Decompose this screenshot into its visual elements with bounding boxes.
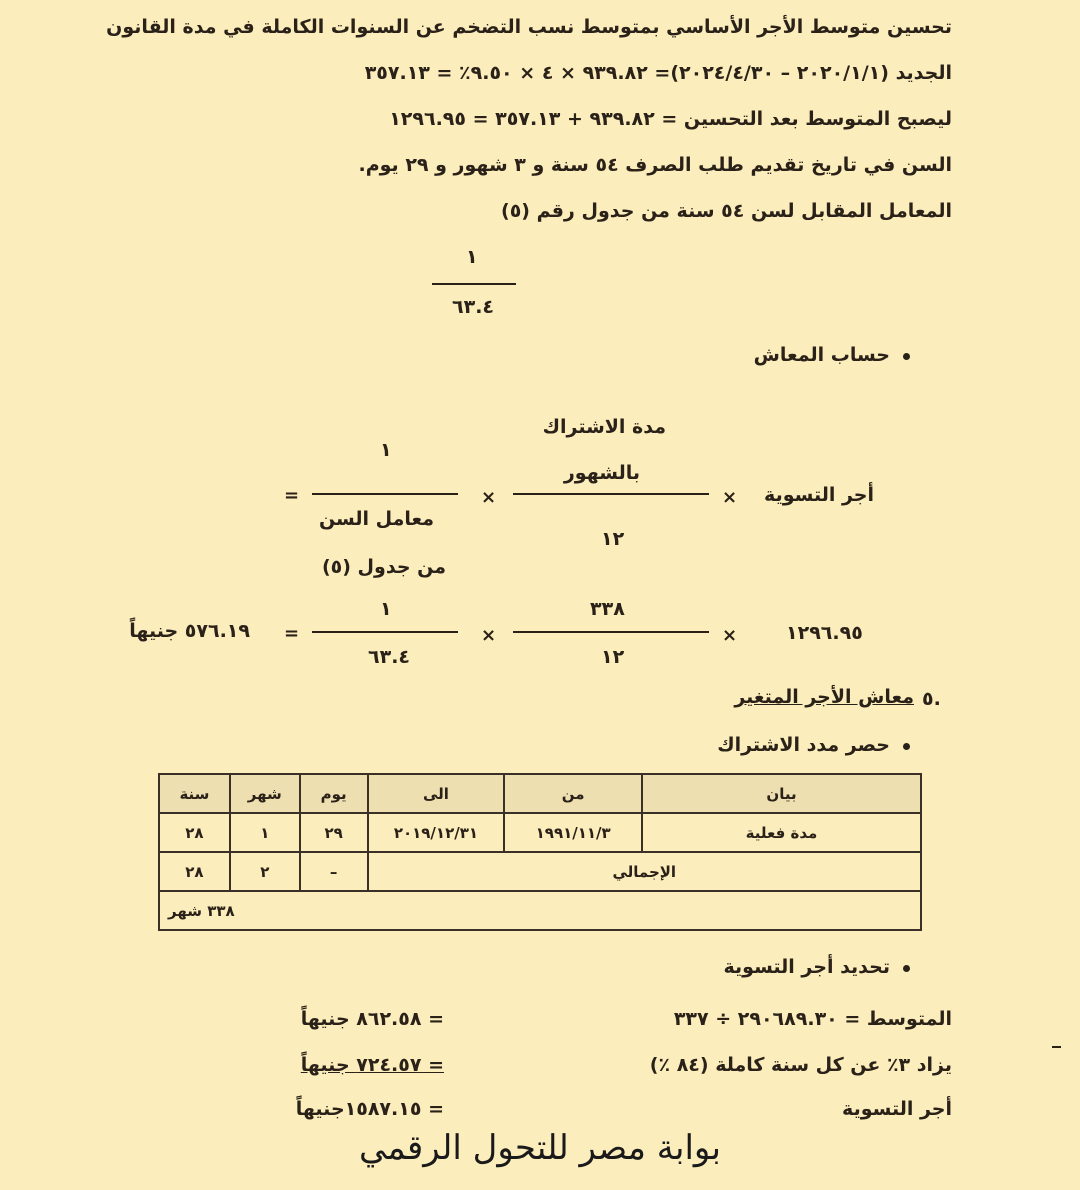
formula-times-2: × (481, 487, 497, 508)
formula-term-settlement-wage: أجر التسوية (764, 484, 874, 506)
factor-numerator: ١ (466, 246, 478, 268)
subscription-periods-heading: حصر مدد الاشتراك (717, 734, 890, 756)
cell-to: ٢٠١٩/١٢/٣١ (368, 813, 505, 852)
value-term3-fraction-line (312, 631, 458, 633)
col-header-description: بيان (642, 774, 921, 813)
formula-term2-fraction-line (513, 493, 709, 495)
cell-day: – (300, 852, 368, 891)
section-title: معاش الأجر المتغير (734, 686, 914, 708)
table-row (159, 852, 921, 891)
col-header-to: الى (368, 774, 505, 813)
col-header-from: من (504, 774, 642, 813)
value-term2-fraction-line (513, 631, 709, 633)
value-times-2: × (481, 625, 497, 646)
value-times-1: × (722, 625, 738, 646)
formula-term3-fraction-line (312, 493, 458, 495)
table-header-row (159, 774, 921, 813)
cell-year: ٢٨ (159, 852, 230, 891)
periods-table (158, 773, 922, 931)
formula-equals: = (284, 485, 300, 506)
cell-total-months: ٣٣٨ شهر (159, 891, 921, 930)
value-term2-num: ٣٣٨ (590, 598, 625, 620)
settlement-wage-value: = ١٥٨٧.١٥جنيهاً (295, 1098, 444, 1120)
stray-mark (1052, 1046, 1061, 1048)
formula-term2-den: ١٢ (601, 528, 625, 550)
bullet-dot (903, 965, 910, 972)
cell-year: ٢٨ (159, 813, 230, 852)
paragraph-line-3: ليصبح المتوسط بعد التحسين = ٩٣٩.٨٢ + ٣٥٧.١٣ = ١٢٩٦.٩٥ (389, 108, 952, 130)
value-equals: = (284, 623, 300, 644)
col-header-day: يوم (300, 774, 368, 813)
col-header-year: سنة (159, 774, 230, 813)
formula-term2-num-line2: بالشهور (563, 462, 640, 484)
cell-month: ٢ (230, 852, 300, 891)
paragraph-line-1: تحسين متوسط الأجر الأساسي بمتوسط نسب التضخم عن السنوات الكاملة في مدة القانون (106, 16, 952, 38)
pension-calc-heading: حساب المعاش (753, 344, 890, 366)
formula-term3-den-line2: من جدول (٥) (321, 556, 446, 578)
footer-caption: بوابة مصر للتحول الرقمي (359, 1128, 721, 1168)
settlement-heading: تحديد أجر التسوية (723, 956, 890, 978)
value-term3-den: ٦٣.٤ (368, 646, 411, 668)
cell-from: ١٩٩١/١١/٣ (504, 813, 642, 852)
value-term3-num: ١ (380, 598, 392, 620)
factor-fraction-line (432, 283, 516, 285)
section-number: ٥. (922, 688, 941, 710)
cell-month: ١ (230, 813, 300, 852)
factor-denominator: ٦٣.٤ (452, 296, 495, 318)
cell-description: مدة فعلية (642, 813, 921, 852)
settlement-increase-value: = ٧٢٤.٥٧ جنيهاً (300, 1054, 444, 1076)
paragraph-line-2: الجديد (٢٠٢٠/١/١ – ٢٠٢٤/٤/٣٠)= ٩٣٩.٨٢ × ٤ × ٩.٥٠٪ = ٣٥٧.١٣ (364, 62, 952, 84)
settlement-average-label: المتوسط = ٢٩٠٦٨٩.٣٠ ÷ ٣٣٧ (673, 1008, 952, 1030)
paragraph-line-4: السن في تاريخ تقديم طلب الصرف ٥٤ سنة و ٣ شهور و ٢٩ يوم. (358, 154, 952, 176)
formula-term2-num-line1: مدة الاشتراك (542, 416, 666, 438)
bullet-dot (903, 743, 910, 750)
formula-times-1: × (722, 487, 738, 508)
value-term1: ١٢٩٦.٩٥ (786, 622, 863, 644)
bullet-dot (903, 353, 910, 360)
formula-term3-den-line1: معامل السن (318, 508, 434, 530)
paragraph-line-5: المعامل المقابل لسن ٥٤ سنة من جدول رقم (٥) (501, 200, 952, 222)
settlement-average-value: = ٨٦٢.٥٨ جنيهاً (300, 1008, 444, 1030)
cell-total-label: الإجمالي (368, 852, 921, 891)
col-header-month: شهر (230, 774, 300, 813)
table-row (159, 891, 921, 930)
value-term2-den: ١٢ (601, 646, 625, 668)
pension-result: ٥٧٦.١٩ جنيهاً (129, 620, 250, 642)
cell-day: ٢٩ (300, 813, 368, 852)
formula-term3-num: ١ (380, 439, 392, 461)
table-row (159, 813, 921, 852)
settlement-wage-label: أجر التسوية (842, 1098, 952, 1120)
settlement-increase-label: يزاد ٣٪ عن كل سنة كاملة (٨٤ ٪) (649, 1054, 952, 1076)
